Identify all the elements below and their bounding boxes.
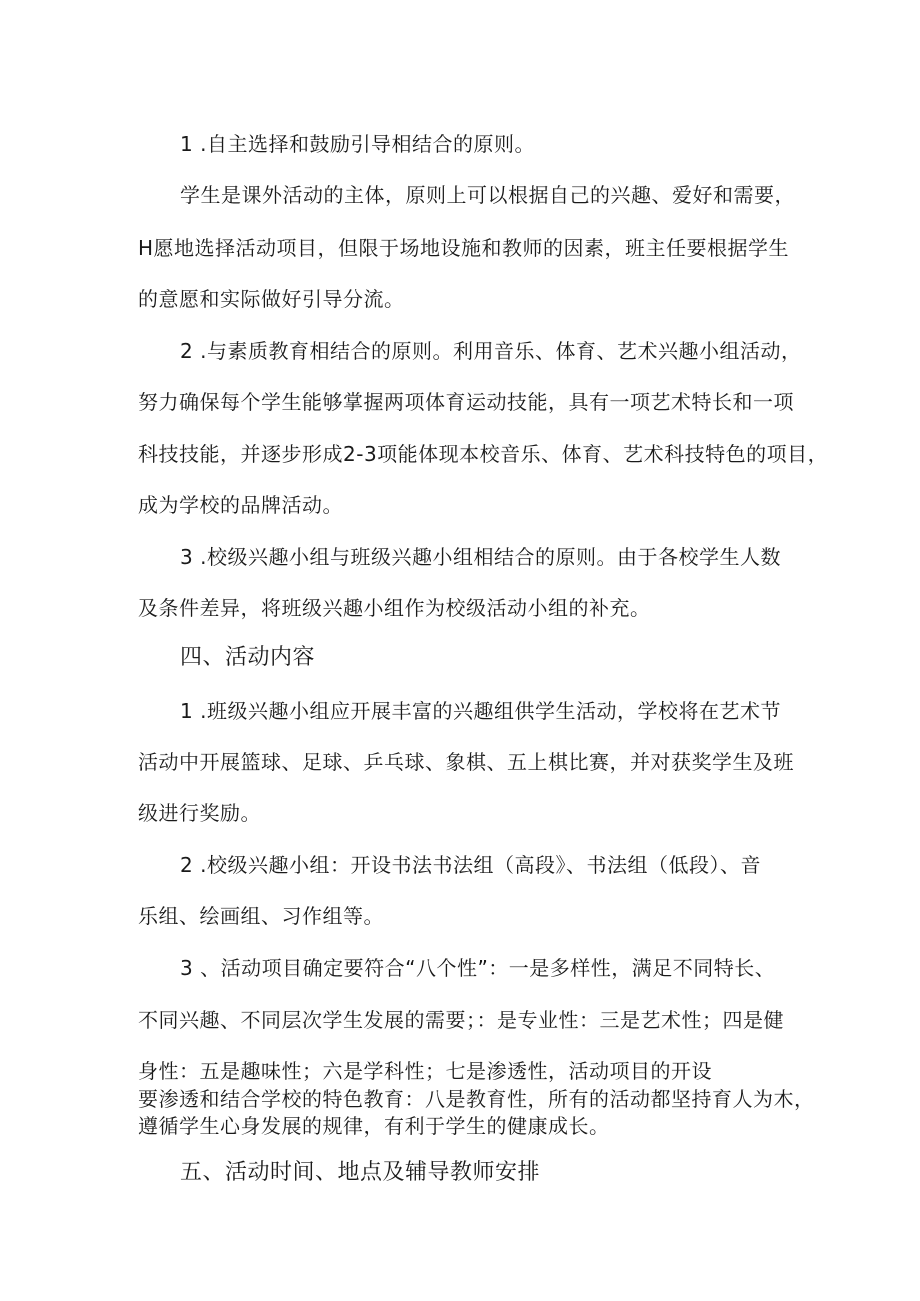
- content-3-title: 3 、活动项目确定要符合“八个性”：一是多样性，满足不同特长、: [180, 956, 776, 980]
- paragraph-line: 科技技能，并逐步形成2-3项能体现本校音乐、体育、艺术科技特色的项目，: [138, 442, 829, 466]
- principle-3-title: 3 .校级兴趣小组与班级兴趣小组相结合的原则。由于各校学生人数: [180, 545, 781, 569]
- principle-1-title: 1 .自主选择和鼓励引导相结合的原则。: [180, 132, 535, 156]
- paragraph-line: 不同兴趣、不同层次学生发展的需要；：是专业性：三是艺术性；四是健: [138, 1008, 784, 1032]
- paragraph-line: 学生是课外活动的主体，原则上可以根据自己的兴趣、爱好和需要，: [180, 183, 795, 207]
- content-2-title: 2 .校级兴趣小组：开设书法书法组（高段》、书法组（低段）、音: [180, 853, 761, 877]
- paragraph-line: H愿地选择活动项目，但限于场地设施和教师的因素，班主任要根据学生: [138, 236, 790, 260]
- section-heading-schedule: 五、活动时间、地点及辅导教师安排: [180, 1160, 541, 1185]
- paragraph-line: 遵循学生心身发展的规律，有利于学生的健康成长。: [138, 1114, 610, 1138]
- paragraph-line: 身性：五是趣味性；六是学科性；七是渗透性，活动项目的开设: [138, 1059, 712, 1083]
- paragraph-line: 乐组、绘画组、习作组等。: [138, 904, 384, 928]
- principle-2-title: 2 .与素质教育相结合的原则。利用音乐、体育、艺术兴趣小组活动，: [180, 339, 802, 363]
- paragraph-line: 成为学校的品牌活动。: [138, 493, 343, 517]
- paragraph-line: 努力确保每个学生能够掌握两项体育运动技能，具有一项艺术特长和一项: [138, 390, 794, 414]
- paragraph-line: 及条件差异，将班级兴趣小组作为校级活动小组的补充。: [138, 596, 651, 620]
- paragraph-line: 级进行奖励。: [138, 801, 261, 825]
- paragraph-line: 活动中开展篮球、足球、乒乓球、象棋、五上棋比赛，并对获奖学生及班: [138, 750, 794, 774]
- paragraph-line: 的意愿和实际做好引导分流。: [138, 287, 405, 311]
- content-1-title: 1 .班级兴趣小组应开展丰富的兴趣组供学生活动，学校将在艺术节: [180, 699, 781, 723]
- section-heading-activity-content: 四、活动内容: [180, 645, 316, 670]
- paragraph-line: 要渗透和结合学校的特色教育：八是教育性，所有的活动都坚持育人为木，: [138, 1087, 815, 1111]
